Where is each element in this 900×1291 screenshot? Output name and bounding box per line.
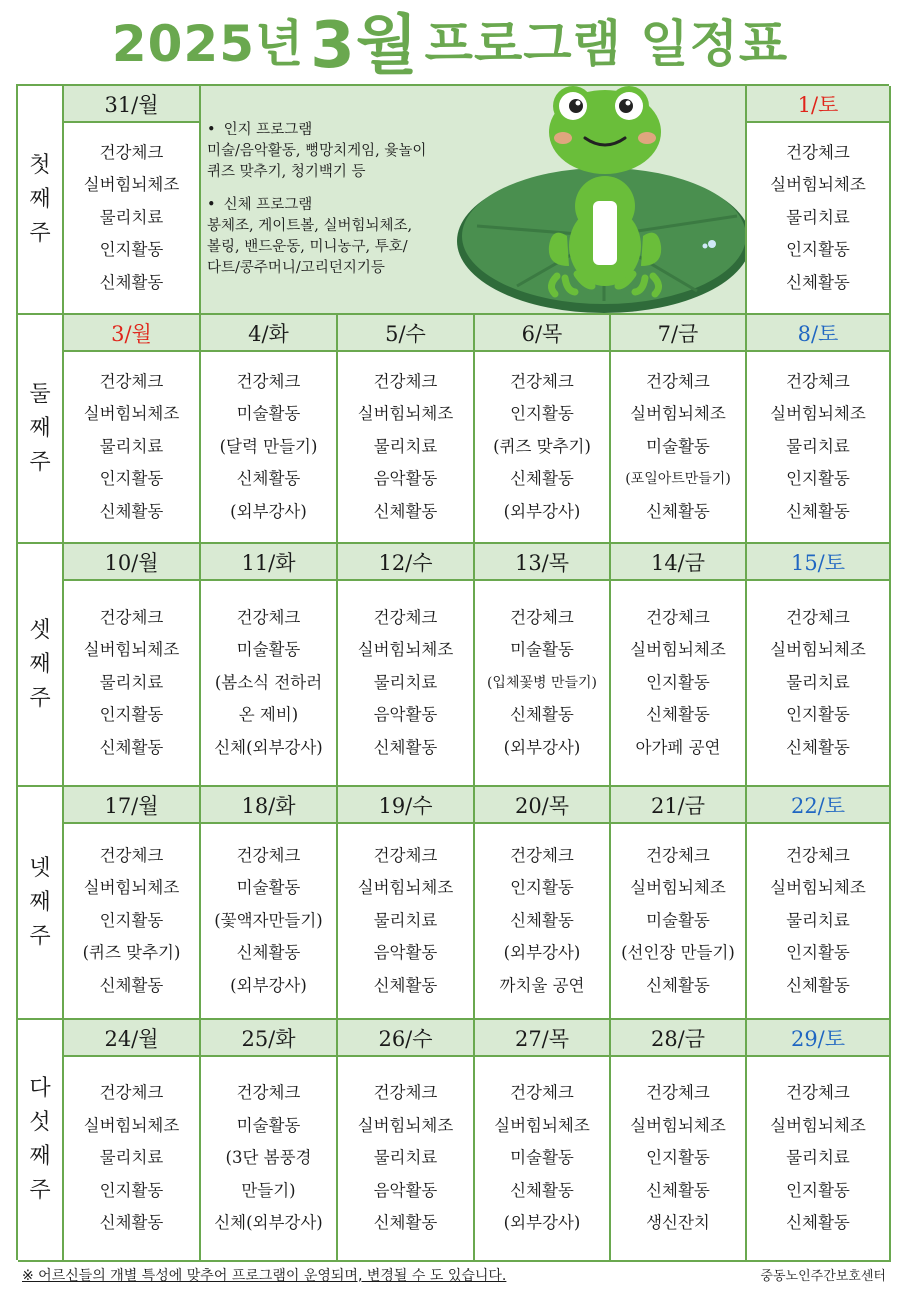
note-heading-cognitive: • 인지 프로그램: [207, 120, 457, 141]
activity-item: 신체활동: [373, 501, 438, 521]
activity-item: 신체활동: [646, 1180, 710, 1200]
day-cell: [338, 352, 475, 544]
activity-item: 인지활동: [510, 404, 574, 424]
activity-item: 건강체크: [373, 371, 438, 391]
title-month: 3월: [310, 9, 419, 83]
activity-item: 신체활동: [373, 1213, 438, 1233]
date-header: 11/화: [201, 544, 338, 581]
week-label-char: 주: [29, 449, 51, 475]
week-label-4: [18, 787, 64, 1020]
activity-item: 물리치료: [786, 436, 850, 456]
activity-item: 물리치료: [786, 1148, 850, 1168]
activity-item: 음악활동: [373, 705, 438, 725]
activity-item: 신체활동: [510, 1180, 574, 1200]
activity-item: 신체활동: [786, 272, 850, 292]
day-cell: [201, 581, 338, 787]
activity-item: 신체활동: [99, 737, 164, 757]
activity-item: (외부강사): [230, 501, 307, 521]
day-cell: [475, 1057, 611, 1262]
date-header: 10/월: [64, 544, 201, 581]
activity-item: 신체활동: [236, 469, 301, 489]
activity-item: 물리치료: [99, 1148, 164, 1168]
activity-item: 건강체크: [646, 371, 710, 391]
title-year: 2025년: [111, 15, 305, 73]
footer-note: ※ 어르신들의 개별 특성에 맞추어 프로그램이 운영되며, 변경될 수 도 있습니다.: [22, 1268, 507, 1284]
activity-item: 실버힘뇌체조: [770, 404, 866, 424]
activity-item: 건강체크: [786, 142, 850, 162]
day-cell: [201, 352, 338, 544]
day-cell: [611, 352, 747, 544]
note-line: 봉체조, 게이트볼, 실버힘뇌체조,: [207, 218, 413, 234]
activity-item: 물리치료: [373, 436, 438, 456]
schedule-table: [16, 84, 889, 1260]
note-line: 퀴즈 맞추기, 청기백기 등: [207, 164, 366, 180]
activity-item: (달력 만들기): [219, 436, 318, 456]
date-header: 20/목: [475, 787, 611, 824]
activity-item: 신체활동: [510, 910, 574, 930]
activity-item: (외부강사): [503, 737, 581, 757]
activity-item: 실버힘뇌체조: [83, 878, 180, 898]
week-label-char: 주: [29, 220, 51, 246]
day-cell: [611, 824, 747, 1020]
week-label-char: 다: [29, 1076, 51, 1101]
activity-item: 만들기): [241, 1180, 296, 1200]
activity-item: 건강체크: [99, 1083, 164, 1103]
activity-item: 신체(외부강사): [214, 737, 323, 757]
date-header: 28/금: [611, 1020, 747, 1057]
activity-item: (꽃액자만들기): [214, 910, 323, 930]
day-cell: [338, 581, 475, 787]
activity-item: (외부강사): [503, 1213, 581, 1233]
week-label-char: 주: [29, 1178, 51, 1203]
day-cell: [611, 581, 747, 787]
date-header: 19/수: [338, 787, 475, 824]
day-cell: [64, 581, 201, 787]
activity-item: 물리치료: [373, 910, 438, 930]
date-header: 15/토: [747, 544, 891, 581]
activity-item: 실버힘뇌체조: [83, 175, 180, 195]
activity-item: 물리치료: [99, 672, 164, 692]
week-label-char: 섯: [29, 1110, 51, 1135]
activity-item: 인지활동: [99, 469, 164, 489]
date-header: 22/토: [747, 787, 891, 824]
activity-item: 건강체크: [786, 845, 850, 865]
activity-item: 온 제비): [238, 705, 299, 725]
day-cell: [64, 123, 201, 315]
activity-item: 신체활동: [99, 272, 164, 292]
title-rest: 프로그램 일정표: [424, 15, 789, 73]
activity-item: 실버힘뇌체조: [630, 404, 726, 424]
date-header: 31/월: [64, 86, 201, 123]
activity-item: 인지활동: [99, 240, 164, 260]
day-cell: [64, 352, 201, 544]
activity-item: (외부강사): [230, 975, 307, 995]
day-cell: [201, 824, 338, 1020]
activity-item: 신체활동: [786, 737, 850, 757]
activity-item: 까치울 공연: [499, 975, 585, 995]
activity-item: 미술활동: [510, 1148, 574, 1168]
activity-item: (외부강사): [503, 943, 581, 963]
week-label-char: 셋: [29, 617, 51, 643]
activity-item: 신체(외부강사): [214, 1213, 323, 1233]
activity-item: 건강체크: [786, 607, 850, 627]
activity-item: 인지활동: [786, 240, 850, 260]
activity-item: 미술활동: [236, 404, 301, 424]
activity-item: 실버힘뇌체조: [357, 1115, 454, 1135]
date-header: 17/월: [64, 787, 201, 824]
activity-item: 실버힘뇌체조: [494, 1115, 590, 1135]
week-label-char: 둘: [29, 381, 51, 407]
activity-item: 인지활동: [510, 878, 574, 898]
activity-item: 신체활동: [99, 501, 164, 521]
activity-item: 물리치료: [99, 436, 164, 456]
activity-item: 건강체크: [786, 1083, 850, 1103]
activity-item: 건강체크: [646, 1083, 710, 1103]
week-label-char: 째: [29, 651, 51, 677]
frog-on-lilypad-icon: [457, 86, 747, 315]
activity-item: 물리치료: [786, 910, 850, 930]
date-header: 8/토: [747, 315, 891, 352]
activity-item: 건강체크: [99, 845, 164, 865]
activity-item: 물리치료: [786, 672, 850, 692]
activity-item: 실버힘뇌체조: [630, 878, 726, 898]
activity-item: 신체활동: [786, 501, 850, 521]
activity-item: 건강체크: [373, 607, 438, 627]
date-header: 27/목: [475, 1020, 611, 1057]
note-heading-physical: • 신체 프로그램: [207, 195, 457, 216]
activity-item: 실버힘뇌체조: [83, 1115, 180, 1135]
activity-item: 건강체크: [99, 142, 164, 162]
activity-item: 미술활동: [646, 910, 710, 930]
day-cell: [747, 1057, 891, 1262]
date-header: 12/수: [338, 544, 475, 581]
week-label-char: 주: [29, 923, 51, 949]
program-notes: [201, 86, 747, 315]
date-header: 26/수: [338, 1020, 475, 1057]
activity-item: 실버힘뇌체조: [630, 640, 726, 660]
activity-item: 미술활동: [510, 640, 574, 660]
activity-item: 실버힘뇌체조: [83, 404, 180, 424]
activity-item: 건강체크: [646, 607, 710, 627]
activity-item: 인지활동: [646, 672, 710, 692]
day-cell: [475, 824, 611, 1020]
date-header: 6/목: [475, 315, 611, 352]
note-line: 볼링, 밴드운동, 미니농구, 투호/: [207, 239, 408, 255]
activity-item: (외부강사): [503, 501, 581, 521]
activity-item: 실버힘뇌체조: [357, 640, 454, 660]
day-cell: [64, 1057, 201, 1262]
day-cell: [747, 123, 891, 315]
week-label-2: [18, 315, 64, 544]
activity-item: (퀴즈 맞추기): [493, 436, 591, 456]
week-label-char: 째: [29, 186, 51, 212]
activity-item: 신체활동: [510, 705, 574, 725]
week-label-char: 째: [29, 889, 51, 915]
date-header: 13/목: [475, 544, 611, 581]
day-cell: [475, 352, 611, 544]
center-name: 중동노인주간보호센터: [760, 1269, 886, 1284]
date-header: 4/화: [201, 315, 338, 352]
activity-item: (퀴즈 맞추기): [82, 943, 181, 963]
activity-item: 건강체크: [99, 371, 164, 391]
activity-item: 실버힘뇌체조: [770, 878, 866, 898]
day-cell: [338, 824, 475, 1020]
activity-item: 실버힘뇌체조: [770, 175, 866, 195]
activity-item: 음악활동: [373, 943, 438, 963]
activity-item: 건강체크: [373, 845, 438, 865]
page-title: [0, 0, 900, 83]
activity-item: 생신잔치: [646, 1213, 710, 1233]
date-header: 5/수: [338, 315, 475, 352]
activity-item: 건강체크: [510, 371, 574, 391]
day-cell: [747, 352, 891, 544]
activity-item: 신체활동: [99, 1213, 164, 1233]
activity-item: 인지활동: [786, 469, 850, 489]
day-cell: [747, 581, 891, 787]
activity-item: 신체활동: [99, 975, 164, 995]
week-label-char: 넷: [29, 855, 51, 881]
activity-item: 물리치료: [786, 207, 850, 227]
activity-item: 미술활동: [646, 436, 710, 456]
activity-item: (3단 봄풍경: [225, 1148, 312, 1168]
activity-item: 음악활동: [373, 1180, 438, 1200]
note-line: 다트/콩주머니/고리던지기등: [207, 260, 385, 276]
activity-item: 신체활동: [373, 737, 438, 757]
activity-item: 신체활동: [373, 975, 438, 995]
activity-item: 실버힘뇌체조: [357, 404, 454, 424]
activity-item: 인지활동: [786, 943, 850, 963]
activity-item: 물리치료: [373, 1148, 438, 1168]
activity-item: 건강체크: [510, 1083, 574, 1103]
activity-item: 건강체크: [786, 371, 850, 391]
activity-item: 인지활동: [99, 1180, 164, 1200]
activity-item: 인지활동: [99, 705, 164, 725]
date-header: 14/금: [611, 544, 747, 581]
day-cell: [747, 824, 891, 1020]
activity-item: 건강체크: [99, 607, 164, 627]
week-label-5: [18, 1020, 64, 1262]
activity-item: 아가페 공연: [635, 737, 721, 757]
activity-item: 건강체크: [236, 607, 301, 627]
activity-item: 건강체크: [510, 845, 574, 865]
activity-item: 신체활동: [786, 975, 850, 995]
activity-item: 물리치료: [99, 207, 164, 227]
activity-item: (포일아트만들기): [625, 471, 731, 488]
week-label-1: [18, 86, 64, 315]
note-line: 미술/음악활동, 뻥망치게임, 윷놀이: [207, 143, 427, 159]
day-cell: [338, 1057, 475, 1262]
activity-item: 건강체크: [510, 607, 574, 627]
activity-item: 신체활동: [646, 501, 710, 521]
activity-item: 실버힘뇌체조: [630, 1115, 726, 1135]
date-header: 29/토: [747, 1020, 891, 1057]
activity-item: 미술활동: [236, 878, 301, 898]
date-header: 21/금: [611, 787, 747, 824]
week-label-char: 째: [29, 415, 51, 441]
activity-item: 신체활동: [646, 975, 710, 995]
activity-item: 신체활동: [510, 469, 574, 489]
activity-item: 건강체크: [236, 845, 301, 865]
activity-item: 실버힘뇌체조: [770, 1115, 866, 1135]
activity-item: 실버힘뇌체조: [357, 878, 454, 898]
date-header: 25/화: [201, 1020, 338, 1057]
activity-item: 음악활동: [373, 469, 438, 489]
activity-item: 인지활동: [646, 1148, 710, 1168]
week-label-char: 째: [29, 1144, 51, 1169]
day-cell: [611, 1057, 747, 1262]
activity-item: 건강체크: [236, 1083, 301, 1103]
week-label-char: 첫: [29, 152, 51, 178]
day-cell: [475, 581, 611, 787]
activity-item: 미술활동: [236, 1115, 301, 1135]
activity-item: 신체활동: [236, 943, 301, 963]
activity-item: 신체활동: [786, 1213, 850, 1233]
week-label-char: 주: [29, 685, 51, 711]
activity-item: (입체꽃병 만들기): [486, 674, 598, 691]
activity-item: 실버힘뇌체조: [83, 640, 180, 660]
activity-item: 신체활동: [646, 705, 710, 725]
date-header: 3/월: [64, 315, 201, 352]
date-header: 7/금: [611, 315, 747, 352]
day-cell: [64, 824, 201, 1020]
activity-item: 인지활동: [99, 910, 164, 930]
date-header: 24/월: [64, 1020, 201, 1057]
activity-item: 건강체크: [646, 845, 710, 865]
day-cell: [201, 1057, 338, 1262]
activity-item: (선인장 만들기): [621, 943, 735, 963]
activity-item: 물리치료: [373, 672, 438, 692]
activity-item: 인지활동: [786, 705, 850, 725]
activity-item: 미술활동: [236, 640, 301, 660]
activity-item: 인지활동: [786, 1180, 850, 1200]
date-header: 1/토: [747, 86, 891, 123]
date-header: 18/화: [201, 787, 338, 824]
week-label-3: [18, 544, 64, 787]
activity-item: 건강체크: [373, 1083, 438, 1103]
activity-item: 실버힘뇌체조: [770, 640, 866, 660]
activity-item: 건강체크: [236, 371, 301, 391]
activity-item: (봄소식 전하러: [214, 672, 323, 692]
